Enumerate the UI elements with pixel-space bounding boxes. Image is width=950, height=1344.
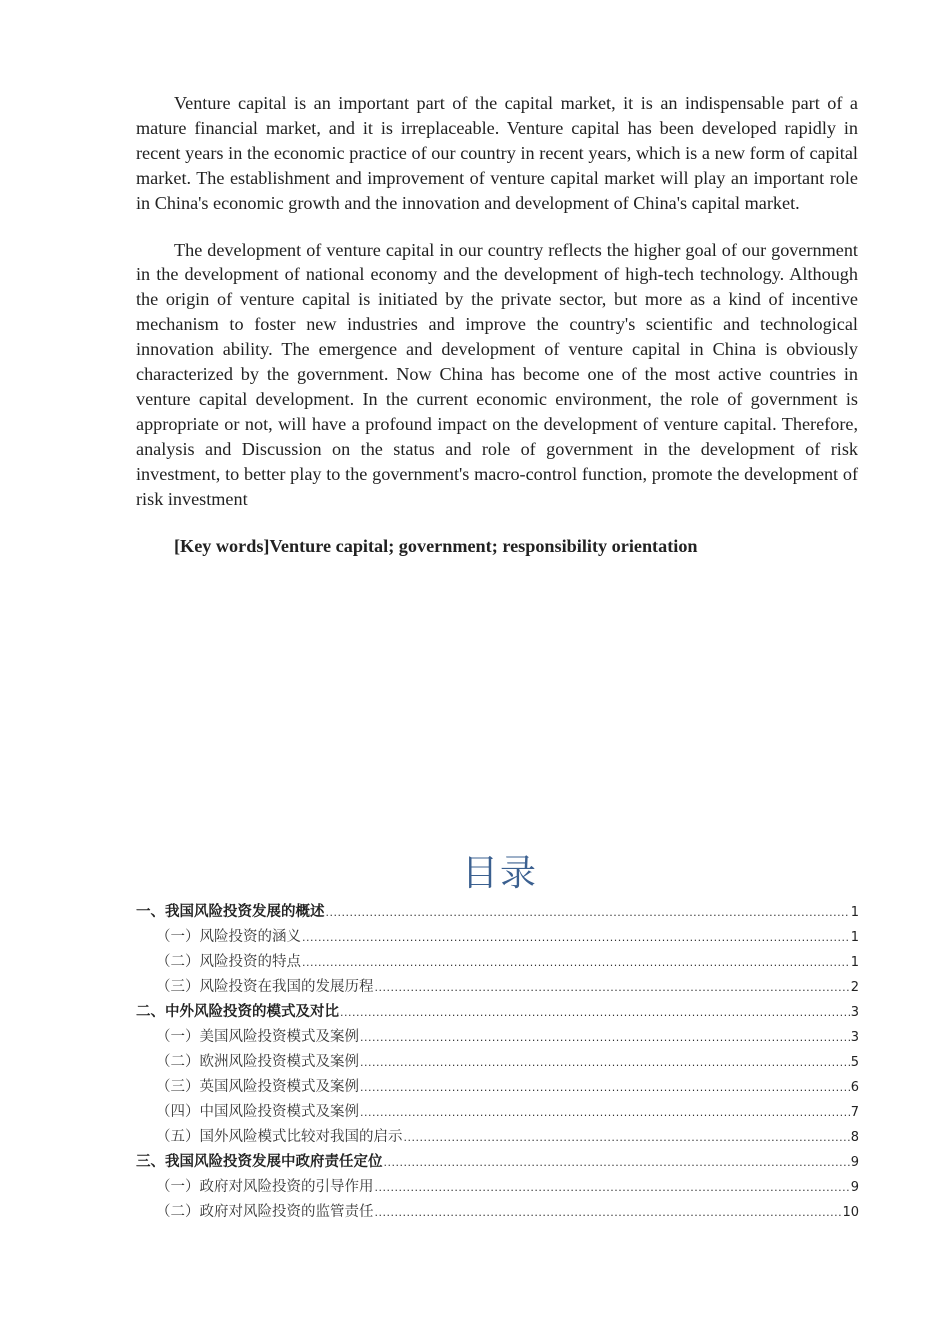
toc-dot-leader bbox=[375, 975, 850, 1000]
toc-dot-leader bbox=[302, 950, 850, 975]
english-abstract bbox=[136, 91, 858, 580]
toc-entry-label: （三）风险投资在我国的发展历程 bbox=[156, 979, 374, 995]
toc-entry[interactable] bbox=[136, 1175, 859, 1200]
toc-entry-label: （二）政府对风险投资的监管责任 bbox=[156, 1204, 374, 1220]
toc-dot-leader bbox=[404, 1125, 850, 1150]
toc-page-number: 3 bbox=[850, 1005, 859, 1020]
toc-entry-label: （五）国外风险模式比较对我国的启示 bbox=[156, 1129, 403, 1145]
keywords-line: [Key words]Venture capital; government; responsibility orientation bbox=[174, 535, 698, 556]
toc-entry[interactable] bbox=[136, 1000, 859, 1025]
toc-dot-leader bbox=[360, 1025, 850, 1050]
toc-dot-leader bbox=[384, 1150, 850, 1175]
toc-entry-label: 三、我国风险投资发展中政府责任定位 bbox=[136, 1154, 383, 1170]
toc-entry-label: 二、中外风险投资的模式及对比 bbox=[136, 1004, 339, 1020]
toc-page-number: 6 bbox=[850, 1080, 859, 1095]
toc-entry[interactable] bbox=[136, 975, 859, 1000]
toc-page-number: 3 bbox=[850, 1030, 859, 1045]
toc-dot-leader bbox=[375, 1200, 842, 1225]
toc-page-number: 10 bbox=[842, 1205, 859, 1220]
toc-entry-label: （一）风险投资的涵义 bbox=[156, 929, 301, 945]
toc-entry-label: （一）美国风险投资模式及案例 bbox=[156, 1029, 359, 1045]
toc-page-number: 1 bbox=[850, 930, 859, 945]
toc-entry[interactable] bbox=[136, 1150, 859, 1175]
toc-page-number: 5 bbox=[850, 1055, 859, 1070]
toc-entry-label: （二）欧洲风险投资模式及案例 bbox=[156, 1054, 359, 1070]
toc-entry-label: （四）中国风险投资模式及案例 bbox=[156, 1104, 359, 1120]
toc-entry[interactable] bbox=[136, 1025, 859, 1050]
toc-page-number: 1 bbox=[850, 905, 859, 920]
toc-entry-label: （三）英国风险投资模式及案例 bbox=[156, 1079, 359, 1095]
abstract-paragraph-1: Venture capital is an important part of the capital market, it is an indispensable part of a mature financial market, and it is irreplaceable. Venture capital has been developed rapidly in recent years in the economic practice of our country in recent years, which is a new form of capital market. The establishment and improvement of venture capital market will play an important role in China's economic growth and the innovation and development of China's capital market. bbox=[136, 93, 858, 213]
toc-entry[interactable] bbox=[136, 900, 859, 925]
toc-dot-leader bbox=[326, 900, 850, 925]
toc-page-number: 2 bbox=[850, 980, 859, 995]
toc-page-number: 1 bbox=[850, 955, 859, 970]
toc-entry[interactable] bbox=[136, 925, 859, 950]
toc-page-number: 8 bbox=[850, 1130, 859, 1145]
toc-entry[interactable] bbox=[136, 1050, 859, 1075]
toc-entry[interactable] bbox=[136, 1125, 859, 1150]
toc-entry-label: （一）政府对风险投资的引导作用 bbox=[156, 1179, 374, 1195]
toc-page-number: 7 bbox=[850, 1105, 859, 1120]
toc-entry[interactable] bbox=[136, 1075, 859, 1100]
toc-dot-leader bbox=[302, 925, 850, 950]
toc-dot-leader bbox=[360, 1100, 850, 1125]
table-of-contents bbox=[136, 900, 859, 1225]
toc-entry[interactable] bbox=[136, 1200, 859, 1225]
toc-page-number: 9 bbox=[850, 1180, 859, 1195]
toc-dot-leader bbox=[340, 1000, 850, 1025]
toc-entry-label: 一、我国风险投资发展的概述 bbox=[136, 904, 325, 920]
toc-title: 目录 bbox=[461, 853, 538, 894]
toc-entry-label: （二）风险投资的特点 bbox=[156, 954, 301, 970]
toc-page-number: 9 bbox=[850, 1155, 859, 1170]
toc-dot-leader bbox=[375, 1175, 850, 1200]
toc-entry[interactable] bbox=[136, 1100, 859, 1125]
toc-entry[interactable] bbox=[136, 950, 859, 975]
toc-dot-leader bbox=[360, 1075, 850, 1100]
toc-dot-leader bbox=[360, 1050, 850, 1075]
abstract-paragraph-2: The development of venture capital in our country reflects the higher goal of our government in the development of national economy and the development of high-tech technology. Although the origin of venture capital is initiated by the private sector, but more as a kind of incentive mechanism to foster new industries and improve the country's scientific and technological innovation ability. The emergence and development of venture capital in China is obviously characterized by the government. Now China has become one of the most active countries in venture capital development. In the current economic environment, the role of government is appropriate or not, will have a profound impact on the development of venture capital. Therefore, analysis and Discussion on the status and role of government in the development of risk investment, to better play to the government's macro-control function, promote the development of risk investment bbox=[136, 239, 858, 509]
